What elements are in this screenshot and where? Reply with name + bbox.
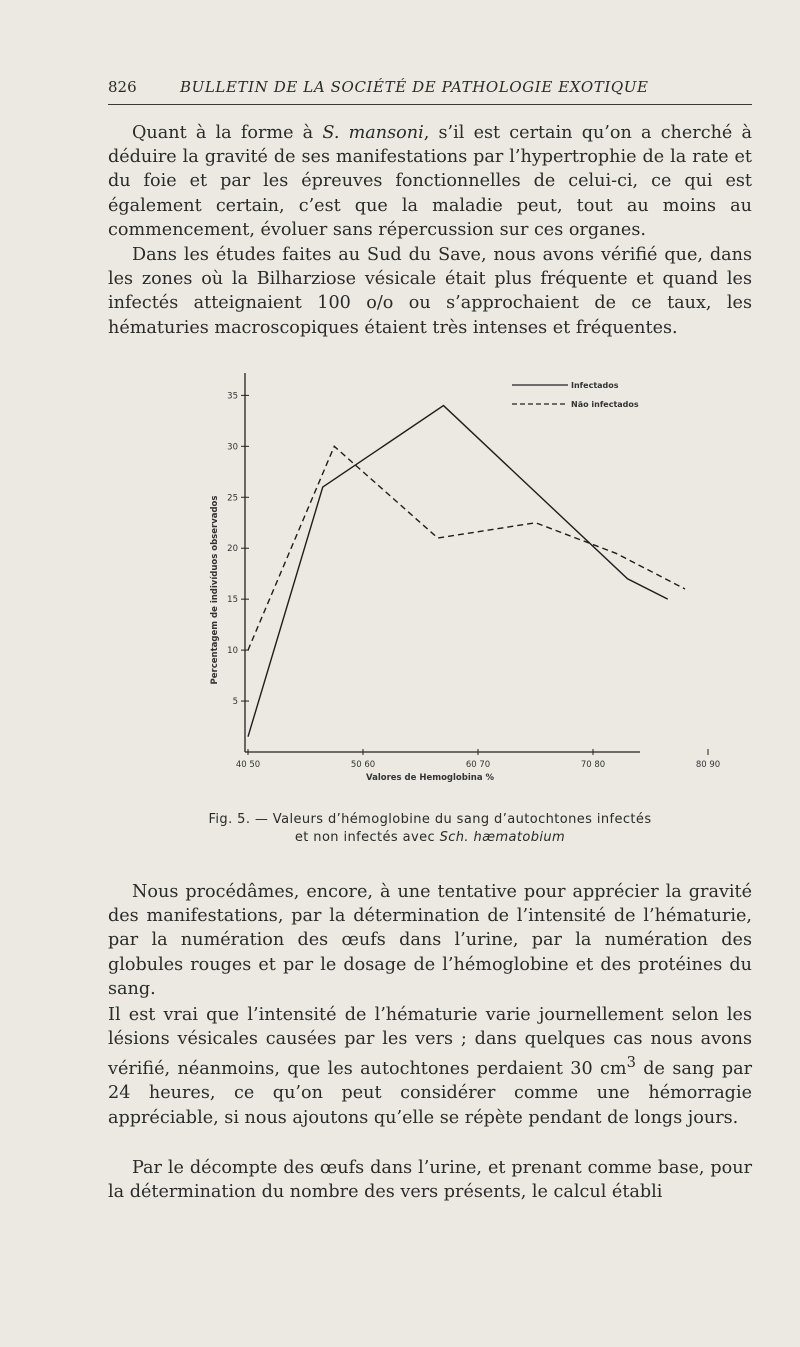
paragraph-egg-count [108, 1156, 752, 1204]
para2-text: Dans les études faites au Sud du Save, nous avons vérifié que, dans les zones où la Bilharziose vésicale était plus fréquente et quand les infectés atteignaient 100 o/o ou s’approchaient de ce taux, les hématuries macroscopiques étaient très intenses et fréquentes. [108, 245, 752, 338]
y-tick-label: 10 [227, 646, 238, 657]
page-number: 826 [108, 78, 137, 96]
para3-text: Nous procédâmes, encore, à une tentative pour apprécier la gravité des manifestations, par la détermination de l’intensité de l’hématurie, par la numération des œufs dans l’urine, par la numération des globules rouges et par le dosage de l’hémoglobine et des protéines du sang. [108, 882, 752, 999]
chart-legend [512, 381, 639, 409]
para5-text: Par le décompte des œufs dans l’urine, et prenant comme base, pour la détermination du nombre des vers présents, le calcul établi [108, 1158, 752, 1203]
series-line-infectados [248, 406, 668, 737]
x-tick-label: 50 60 [350, 760, 376, 770]
species-name: S. mansoni [322, 123, 424, 143]
paragraph-hematuria [108, 1003, 752, 1130]
paragraph-mansoni [108, 121, 752, 242]
y-tick-label: 30 [227, 442, 238, 453]
para1-rest: , s’il est certain qu’on a cherché à déduire la gravité de ses manifestations par l’hypertrophie de la rate et du foie et par les épreuves fonctionnelles de celui-ci, ce qui est également certain, c’est que la maladie peut, tout au moins au commencement, évoluer sans répercussion sur ces organes. [108, 123, 753, 240]
para1-lead: Quant à la forme à [132, 123, 323, 143]
x-tick-label: 70 80 [580, 760, 606, 770]
hemoglobin-chart [190, 370, 721, 790]
y-axis-title: Percentagem de indivíduos observados [210, 495, 220, 685]
x-tick-label: 80 90 [695, 760, 721, 770]
caption-species: Sch. hæmatobium [439, 830, 566, 845]
y-tick-label: 5 [232, 697, 238, 708]
paragraph-tentative [108, 880, 752, 1001]
x-tick-label: 40 50 [235, 760, 261, 770]
series-line-nao-infectados [248, 446, 685, 650]
chart-svg [190, 370, 721, 790]
y-tick-label: 35 [227, 391, 238, 402]
para4-superscript: 3 [626, 1054, 636, 1072]
chart-series [248, 405, 685, 736]
x-axis-title: Valores de Hemoglobina % [365, 773, 495, 783]
y-tick-label: 15 [227, 595, 238, 606]
para4-lead: Il est vrai que l’intensité de l’hématurie varie journellement selon les lésions vésicales causées par les vers ; dans quelques cas nous avons vérifié, néanmoins, que les autochtones perdaient 30 cm [108, 1005, 752, 1080]
paragraph-save-studies [108, 243, 752, 340]
chart-axes [227, 373, 800, 770]
header-rule [108, 104, 752, 105]
caption-line2-lead: et non infectés avec [294, 830, 440, 845]
x-tick-label: 60 70 [465, 760, 491, 770]
legend-label-infectados: Infectados [571, 381, 619, 390]
y-tick-label: 20 [227, 544, 238, 555]
page-header [108, 78, 752, 102]
figure-caption-line2 [108, 830, 752, 845]
running-title: BULLETIN DE LA SOCIÉTÉ DE PATHOLOGIE EXOTIQUE [180, 78, 649, 96]
para4-rest: de sang par 24 heures, ce qu’on peut considérer comme une hémorragie appréciable, si nous ajoutons qu’elle se répète pendant de longs jours. [108, 1059, 752, 1128]
legend-label-nao-infectados: Não infectados [571, 400, 639, 409]
figure-caption-line1: Fig. 5. — Valeurs d’hémoglobine du sang d’autochtones infectés [208, 812, 652, 827]
y-tick-label: 25 [227, 493, 238, 504]
